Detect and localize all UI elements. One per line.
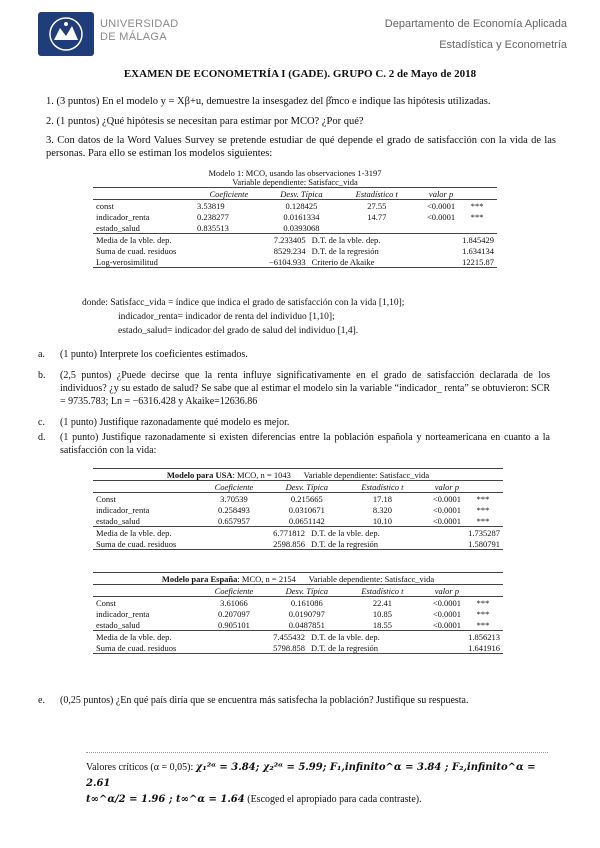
stats-row — [93, 527, 503, 539]
stat-value: 12215.87 — [434, 256, 497, 268]
cell: 0.0393068 — [283, 222, 320, 233]
item-e — [38, 694, 550, 707]
cell — [414, 222, 467, 233]
model1-stats — [93, 233, 497, 268]
stat-value: 2598.856 — [242, 538, 308, 550]
cell: 18.55 — [372, 619, 392, 630]
col-header: Coeficiente — [199, 585, 269, 597]
item-label: d. — [38, 432, 46, 443]
university-name — [100, 18, 178, 44]
usa-model-title: Modelo para USA — [166, 469, 233, 480]
stat-label: D.T. de la regresión — [308, 642, 437, 654]
table-row — [93, 493, 503, 505]
critical-suffix: (Escoged el apropiado para cada contraste). — [244, 794, 422, 805]
cell: 0.835513 — [197, 222, 229, 233]
cell: 0.161086 — [290, 597, 323, 608]
stat-value: 8529.234 — [273, 245, 306, 256]
table-header-row — [93, 188, 497, 200]
stat-value: 1.641916 — [437, 642, 503, 654]
cell: 0.207097 — [218, 608, 250, 619]
cell: 0.0651142 — [288, 515, 325, 526]
cell: Const — [96, 597, 116, 608]
col-header: Coeficiente — [194, 188, 264, 200]
model1-caption: Modelo 1: MCO, usando las observaciones 1-3197 — [208, 168, 382, 178]
department-header — [385, 14, 567, 56]
item-text: (1 punto) Justifique razonadamente qué modelo es mejor. — [60, 417, 290, 428]
cell: 27.55 — [367, 200, 387, 211]
cell: const — [96, 200, 114, 211]
item-text: (1 punto) Justifique razonadamente si existen diferencias entre la población española y norteamericana en cuanto a la satisfacción con la vida: — [60, 432, 550, 456]
cell: <0.0001 — [432, 619, 461, 630]
stat-value: 1.856213 — [437, 631, 503, 643]
chi2-value: χ₂²ᵅ = 5.99; — [262, 762, 330, 773]
cell: 10.85 — [372, 608, 392, 619]
cell — [468, 222, 497, 233]
stat-label: D.T. de la regresión — [311, 245, 379, 256]
department-name: Departamento de Economía Aplicada — [384, 18, 567, 30]
cell: 3.53819 — [197, 200, 225, 211]
cell: *** — [476, 504, 490, 515]
cell: 0.0310671 — [288, 504, 325, 515]
stats-row — [93, 642, 503, 654]
cell: <0.0001 — [427, 211, 456, 222]
cell: *** — [476, 493, 490, 504]
cell: indicador_renta — [96, 504, 150, 515]
item-label: b. — [38, 370, 46, 381]
cell: estado_salud — [96, 515, 140, 526]
usa-model-info: : MCO, n = 1043 — [232, 469, 291, 480]
col-header: Estadístico t — [345, 481, 421, 493]
spain-stats — [93, 630, 503, 654]
cell: 0.258493 — [218, 504, 250, 515]
cell: <0.0001 — [432, 515, 461, 526]
item-text: (2,5 puntos) ¿Puede decirse que la renta influye significativamente en el grado de satisfacción declarada de los individuos? ¿y su estado de salud? Se sabe que al estimar el modelo sin la variable “indicador_ renta” se obtuvieron: SCR = 9735.783; Ln = −6316.428 y Akaike=12636.86 — [60, 370, 550, 407]
item-label: e. — [38, 695, 45, 706]
cell: <0.0001 — [432, 597, 461, 608]
cell: 0.0190797 — [288, 608, 325, 619]
dotted-separator — [86, 752, 548, 753]
cell: *** — [476, 597, 490, 608]
cell: *** — [470, 211, 484, 222]
stat-label: D.T. de la regresión — [308, 538, 437, 550]
stat-label: Log-verosimilitud — [93, 256, 237, 268]
critical-line-2 — [86, 792, 556, 808]
item-c — [38, 416, 550, 429]
stat-label: Criterio de Akaike — [309, 256, 434, 268]
stat-label: D.T. de la vble. dep. — [308, 631, 437, 643]
cell: <0.0001 — [432, 504, 461, 515]
table-row — [93, 211, 497, 222]
cell — [339, 222, 414, 233]
cell: 17.18 — [372, 493, 392, 504]
stat-label: Suma de cuad. residuos — [93, 538, 242, 550]
cell: 3.61066 — [220, 597, 248, 608]
t-half-value: t∞^α/2 = 1.96 ; — [86, 794, 176, 805]
col-header: Estadístico t — [345, 585, 421, 597]
stat-label: Media de la vble. dep. — [93, 234, 237, 246]
usa-table — [93, 468, 503, 526]
cell: 0.215665 — [290, 493, 323, 504]
stat-value: 5798.858 — [242, 642, 308, 654]
model1-dependent: Variable dependiente: Satisfacc_vida — [232, 177, 358, 187]
stats-row — [93, 256, 497, 268]
cell: 10.10 — [372, 515, 392, 526]
stat-value: 1.735287 — [437, 527, 503, 539]
table-row — [93, 515, 503, 526]
col-header: Desv. Típica — [269, 481, 345, 493]
cell: 3.70539 — [220, 493, 248, 504]
stats-row — [93, 631, 503, 643]
spain-table-block — [93, 572, 503, 654]
cell: *** — [476, 515, 490, 526]
cell: 0.0487851 — [288, 619, 325, 630]
item-text: (1 punto) Interprete los coeficientes estimados. — [60, 349, 248, 360]
cell: *** — [470, 200, 484, 211]
critical-prefix: Valores críticos (α = 0,05): — [86, 762, 196, 773]
stat-value: 7.233405 — [237, 234, 308, 246]
cell: 22.41 — [372, 597, 392, 608]
cell: 0.238277 — [197, 211, 229, 222]
model1-table — [93, 187, 497, 233]
exam-title: EXAMEN DE ECONOMETRÍA I (GADE). GRUPO C. 2 de Mayo de 2018 — [123, 68, 477, 80]
col-header: Desv. Típica — [269, 585, 345, 597]
stats-row — [93, 234, 497, 246]
cell: <0.0001 — [432, 493, 461, 504]
stat-label: D.T. de la vble. dep. — [309, 234, 434, 246]
cell: *** — [476, 619, 490, 630]
chi1-value: χ₁²ᵅ = 3.84; — [195, 762, 263, 773]
t-value: t∞^α = 1.64 — [176, 794, 245, 805]
definition-line: estado_salud= indicador del grado de salud del individuo [1,4]. — [118, 326, 359, 336]
cell: 0.128425 — [285, 200, 318, 211]
stat-label: Suma de cuad. residuos — [93, 642, 242, 654]
stat-label: Media de la vble. dep. — [93, 631, 242, 643]
cell: estado_salud — [96, 619, 140, 630]
university-seal-icon — [38, 12, 94, 56]
cell: 14.77 — [367, 211, 387, 222]
table-title-row — [93, 573, 503, 585]
f2-value: F₂,infinito^α = 2.61 — [86, 762, 536, 789]
cell: <0.0001 — [427, 200, 456, 211]
usa-stats — [93, 526, 503, 550]
stats-row — [93, 538, 503, 550]
question-3: 3. Con datos de la Word Values Survey se pretende estudiar de qué depende el grado de satisfacción con la vida de las personas. Para ello se estiman los modelos siguientes: — [46, 135, 556, 159]
cell: Const — [96, 493, 116, 504]
spain-model-title: Modelo para España — [161, 573, 238, 584]
cell: <0.0001 — [432, 608, 461, 619]
stat-value: 1.634134 — [462, 245, 494, 256]
definition-line: indicador_renta= indicador de renta del individuo [1,10]; — [118, 312, 335, 322]
table-header-row — [93, 481, 503, 493]
col-header: valor p — [420, 585, 473, 597]
stat-label: Suma de cuad. residuos — [96, 245, 177, 256]
table-row — [93, 597, 503, 609]
usa-table-block — [93, 468, 503, 550]
col-header: Desv. Típica — [264, 188, 339, 200]
department-area: Estadística y Econometría — [439, 39, 567, 51]
stat-label: Media de la vble. dep. — [93, 527, 242, 539]
table-title-row — [93, 469, 503, 481]
university-line2: DE MÁLAGA — [100, 31, 167, 43]
item-label: a. — [38, 349, 45, 360]
col-header: Coeficiente — [199, 481, 269, 493]
spain-model-info: : MCO, n = 2154 — [237, 573, 296, 584]
stat-value: 1.845429 — [434, 234, 497, 246]
table-header-row — [93, 585, 503, 597]
stat-label: D.T. de la vble. dep. — [308, 527, 437, 539]
stat-value: −6104.933 — [237, 256, 308, 268]
stat-value: 7.455432 — [242, 631, 308, 643]
item-b — [38, 369, 550, 408]
table-row — [93, 619, 503, 630]
table-row — [93, 200, 497, 212]
col-header: valor p — [414, 188, 467, 200]
stat-value: 6.771812 — [242, 527, 308, 539]
cell: 0.905101 — [218, 619, 250, 630]
cell: indicador_renta — [96, 608, 150, 619]
item-text: (0,25 puntos) ¿En qué país diría que se encuentra más satisfecha la población? Justifique su respuesta. — [60, 695, 469, 706]
spain-table — [93, 572, 503, 630]
item-d — [38, 431, 550, 457]
variable-definitions — [82, 296, 404, 338]
model1-table-block — [93, 169, 497, 268]
stats-row — [93, 245, 497, 256]
critical-line-1 — [86, 760, 556, 792]
question-2: 2. (1 puntos) ¿Qué hipótesis se necesitan para estimar por MCO? ¿Por qué? — [46, 116, 364, 127]
item-label: c. — [38, 417, 45, 428]
f1-value: F₁,infinito^α = 3.84 ; — [329, 762, 452, 773]
cell: 0.0161334 — [283, 211, 320, 222]
usa-dependent: Variable dependiente: Satisfacc_vida — [303, 469, 430, 480]
question-1: 1. (3 puntos) En el modelo y = Xβ+u, demuestre la insesgadez del β̂mco e indique las hipótesis utilizadas. — [46, 96, 491, 107]
cell: indicador_renta — [96, 211, 150, 222]
col-header: valor p — [420, 481, 473, 493]
item-a — [38, 348, 550, 361]
critical-values — [86, 760, 556, 808]
stat-value: 1.580791 — [437, 538, 503, 550]
university-line1: UNIVERSIDAD — [100, 18, 179, 30]
col-header: Estadístico t — [339, 188, 414, 200]
cell: 0.657957 — [218, 515, 250, 526]
spain-dependent: Variable dependiente: Satisfacc_vida — [308, 573, 435, 584]
cell: estado_salud — [96, 222, 140, 233]
cell: 8.320 — [372, 504, 392, 515]
table-row — [93, 504, 503, 515]
table-row — [93, 222, 497, 233]
definition-line: donde: Satisfacc_vida = índice que indica el grado de satisfacción con la vida [1,10]; — [82, 298, 405, 308]
table-row — [93, 608, 503, 619]
cell: *** — [476, 608, 490, 619]
